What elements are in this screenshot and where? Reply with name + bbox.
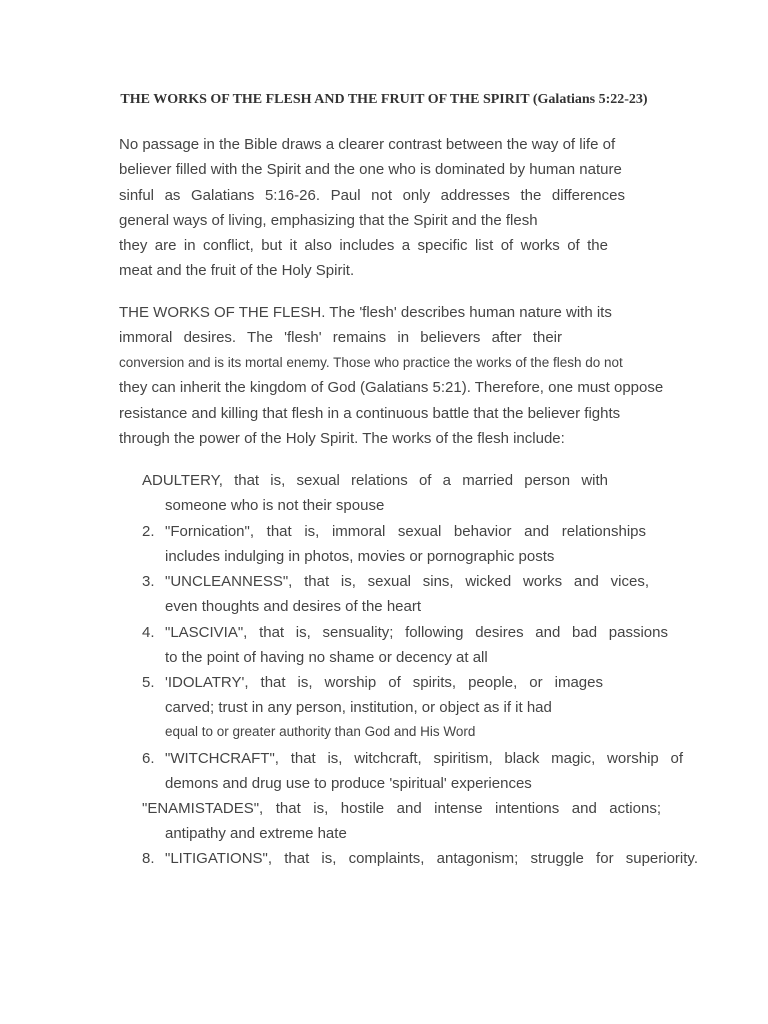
list-item-line: ADULTERY, that is, sexual relations of a married person with bbox=[142, 472, 608, 489]
list-item-number: 4. bbox=[142, 624, 155, 641]
list-item-number: 3. bbox=[142, 573, 155, 590]
list-item-line: "LASCIVIA", that is, sensuality; following desires and bad passions bbox=[165, 624, 668, 641]
list-item-line: "Fornication", that is, immoral sexual behavior and relationships bbox=[165, 523, 646, 540]
list-item-line: carved; trust in any person, institution, or object as if it had bbox=[165, 699, 552, 716]
list-item-line: demons and drug use to produce 'spiritual' experiences bbox=[165, 775, 532, 792]
list-item-number: 5. bbox=[142, 674, 155, 691]
list-item-line: "ENAMISTADES", that is, hostile and intense intentions and actions; bbox=[142, 800, 661, 817]
list-item-line: "WITCHCRAFT", that is, witchcraft, spiritism, black magic, worship of bbox=[165, 750, 683, 767]
intro-line: No passage in the Bible draws a clearer contrast between the way of life of bbox=[119, 136, 616, 153]
works-line: through the power of the Holy Spirit. The works of the flesh include: bbox=[119, 430, 565, 447]
works-line: they can inherit the kingdom of God (Galatians 5:21). Therefore, one must oppose bbox=[119, 379, 664, 396]
document-title: THE WORKS OF THE FLESH AND THE FRUIT OF THE SPIRIT (Galatians 5:22-23) bbox=[120, 92, 648, 107]
list-item-number: 6. bbox=[142, 750, 155, 767]
intro-line: meat and the fruit of the Holy Spirit. bbox=[119, 262, 355, 279]
list-item-line: antipathy and extreme hate bbox=[165, 825, 347, 842]
list-item-line: includes indulging in photos, movies or pornographic posts bbox=[165, 548, 555, 565]
list-item-line: equal to or greater authority than God and His Word bbox=[165, 724, 476, 739]
works-line: immoral desires. The 'flesh' remains in believers after their bbox=[119, 329, 562, 346]
list-item-line: to the point of having no shame or decency at all bbox=[165, 649, 488, 666]
intro-line: they are in conflict, but it also includes a specific list of works of the bbox=[119, 237, 608, 254]
intro-line: general ways of living, emphasizing that the Spirit and the flesh bbox=[119, 212, 538, 229]
list-item-line: "UNCLEANNESS", that is, sexual sins, wicked works and vices, bbox=[165, 573, 649, 590]
intro-line: believer filled with the Spirit and the one who is dominated by human nature bbox=[119, 161, 622, 178]
works-line: resistance and killing that flesh in a continuous battle that the believer fights bbox=[119, 405, 621, 422]
works-line: conversion and is its mortal enemy. Those who practice the works of the flesh do not bbox=[119, 355, 623, 370]
list-item-line: even thoughts and desires of the heart bbox=[165, 598, 422, 615]
intro-line: sinful as Galatians 5:16-26. Paul not only addresses the differences bbox=[119, 187, 625, 204]
list-item-number: 2. bbox=[142, 523, 155, 540]
list-item-line: "LITIGATIONS", that is, complaints, antagonism; struggle for superiority. bbox=[165, 850, 698, 867]
works-line: THE WORKS OF THE FLESH. The 'flesh' describes human nature with its bbox=[119, 304, 612, 321]
list-item-line: someone who is not their spouse bbox=[165, 497, 385, 514]
list-item-line: 'IDOLATRY', that is, worship of spirits, people, or images bbox=[165, 674, 603, 691]
list-item-number: 8. bbox=[142, 850, 155, 867]
